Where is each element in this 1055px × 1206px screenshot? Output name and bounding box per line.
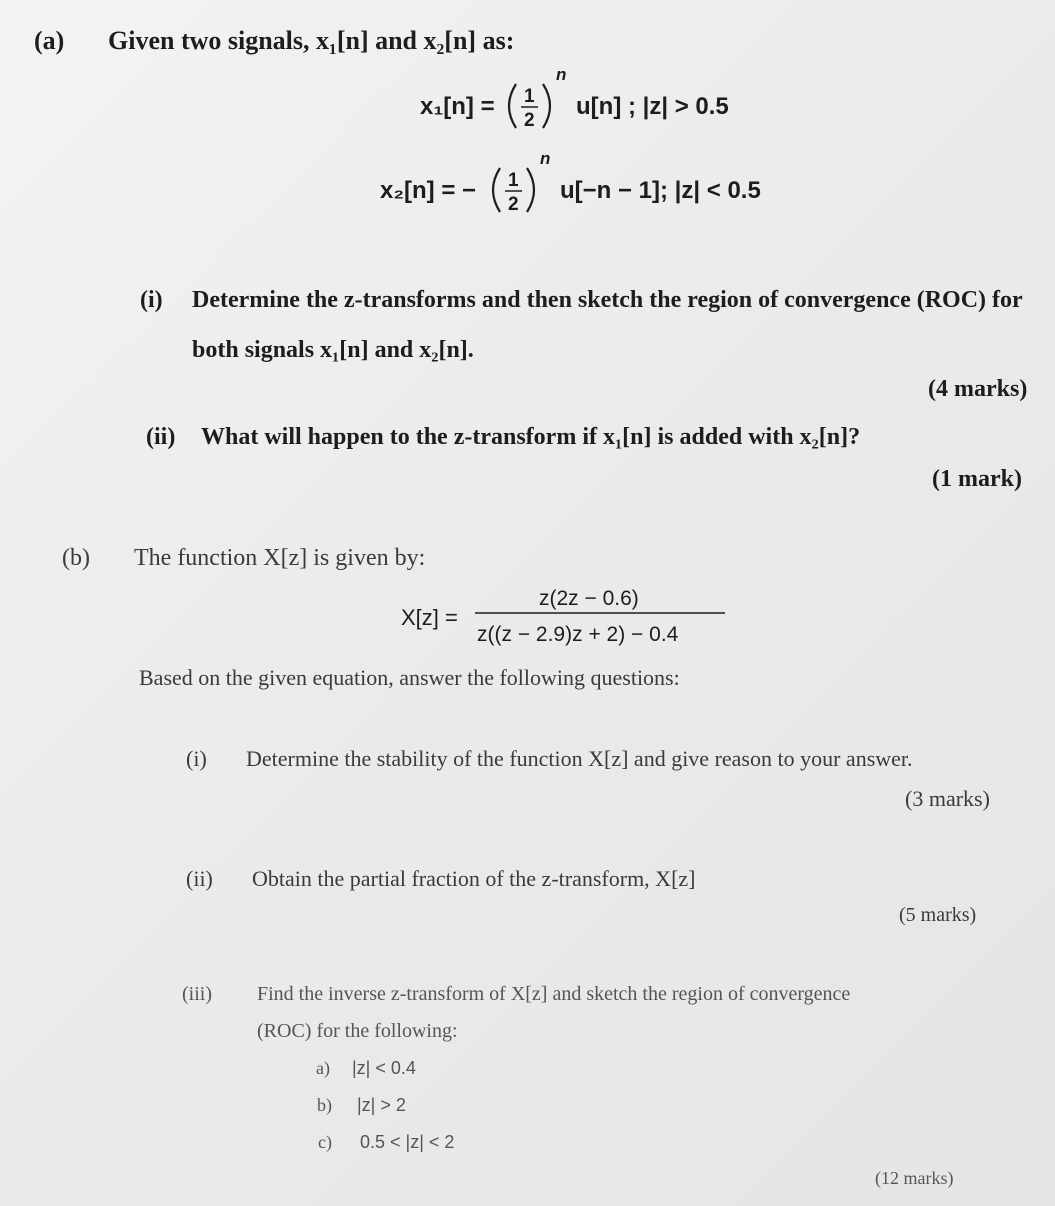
part-a-q-i-line1: Determine the z-transforms and then sketch the region of convergence (ROC) for — [192, 287, 1023, 313]
eq1-den: 2 — [524, 110, 535, 131]
part-b-label: (b) — [62, 545, 90, 571]
part-b-q-ii-marks: (5 marks) — [899, 904, 977, 926]
part-b-q-iii-marks: (12 marks) — [875, 1168, 954, 1188]
eq2-den: 2 — [508, 194, 519, 215]
eq2-lhs: x₂[n] = − — [380, 177, 477, 204]
part-b-q-ii-text: Obtain the partial fraction of the z-transform, X[z] — [252, 866, 696, 891]
part-b-intro: The function X[z] is given by: — [134, 545, 426, 571]
xz-den: z((z − 2.9)z + 2) − 0.4 — [477, 623, 679, 646]
part-a-intro: Given two signals, x₁[n] and x₂[n] as: — [108, 26, 515, 55]
part-a-q-ii-text: What will happen to the z-transform if x₁[n] is added with x₂[n]? — [201, 424, 861, 450]
part-b-based: Based on the given equation, answer the following questions: — [139, 665, 680, 690]
eq2-num: 1 — [508, 170, 519, 191]
part-a-q-i-label: (i) — [140, 287, 163, 313]
part-a-q-ii-marks: (1 mark) — [932, 466, 1022, 492]
eq1-exp: n — [556, 65, 567, 84]
part-a-q-ii-label: (ii) — [146, 424, 176, 450]
equation-xz — [395, 580, 735, 652]
roc-item-c-text: 0.5 < |z| < 2 — [360, 1132, 455, 1152]
roc-item-a-text: |z| < 0.4 — [352, 1058, 416, 1078]
eq2-rhs: u[−n − 1]; |z| < 0.5 — [560, 177, 761, 204]
eq1-rhs: u[n] ; |z| > 0.5 — [576, 93, 729, 120]
equation-x2 — [352, 146, 792, 228]
part-a-q-i-marks: (4 marks) — [928, 376, 1028, 402]
eq1-lhs: x₁[n] = — [420, 93, 495, 120]
part-b-q-i-marks: (3 marks) — [905, 786, 990, 811]
xz-lhs: X[z] = — [401, 605, 458, 630]
part-b-q-iii-label: (iii) — [182, 983, 212, 1005]
part-b-q-iii-line2: (ROC) for the following: — [257, 1020, 458, 1042]
part-b-q-i-text: Determine the stability of the function X[z] and give reason to your answer. — [246, 746, 913, 771]
part-a-label: (a) — [34, 26, 65, 55]
part-b-q-iii-line1: Find the inverse z-transform of X[z] and sketch the region of convergence — [257, 983, 851, 1005]
roc-item-b-text: |z| > 2 — [357, 1095, 406, 1115]
part-b-q-ii-label: (ii) — [186, 866, 213, 891]
xz-num: z(2z − 0.6) — [539, 587, 639, 610]
roc-item-a-label: a) — [316, 1058, 330, 1078]
eq1-num: 1 — [524, 86, 535, 107]
part-b-q-i-label: (i) — [186, 746, 207, 771]
part-a-q-i-line2: both signals x₁[n] and x₂[n]. — [192, 337, 474, 363]
eq2-exp: n — [540, 149, 551, 168]
roc-item-c-label: c) — [318, 1132, 332, 1152]
equation-x1 — [390, 62, 790, 142]
roc-item-b-label: b) — [317, 1095, 332, 1115]
